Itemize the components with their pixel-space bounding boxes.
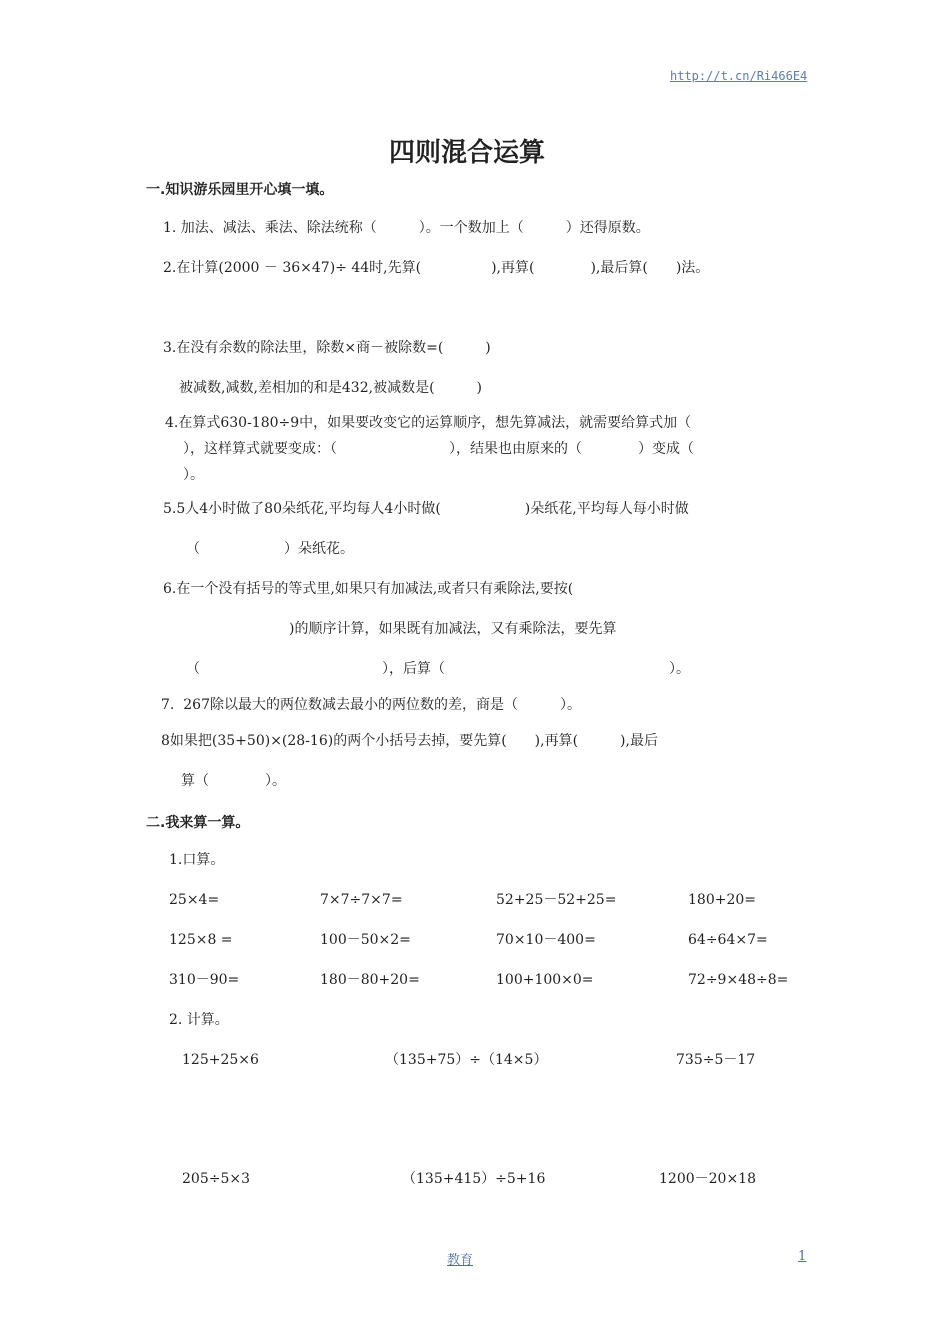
page-number: 1 <box>798 1249 807 1264</box>
section-2-heading: 二.我来算一算。 <box>146 815 250 831</box>
oral-item: 72÷9×48÷8= <box>688 972 789 988</box>
oral-item: 64÷64×7= <box>688 932 768 948</box>
oral-item: 52+25－52+25= <box>496 892 617 908</box>
oral-item: 180+20= <box>688 892 756 908</box>
question-line: 1. 加法、减法、乘法、除法统称（ ）。一个数加上（ ）还得原数。 <box>163 220 650 236</box>
calc-item: 735÷5－17 <box>676 1052 756 1068</box>
question-line: 7. 267除以最大的两位数减去最小的两位数的差，商是（ ）。 <box>161 697 581 713</box>
question-line: 3.在没有余数的除法里，除数×商－被除数=( ) <box>163 340 491 356</box>
oral-item: 70×10－400= <box>496 932 596 948</box>
oral-item: 125×8 = <box>169 932 233 948</box>
oral-item: 310－90= <box>169 972 240 988</box>
question-line: ），这样算式就要变成：（ ），结果也由原来的（ ）变成（ <box>183 441 694 457</box>
question-line: ）。 <box>183 467 204 483</box>
question-line: 8如果把(35+50)×(28-16)的两个小括号去掉，要先算( ),再算( ),最后 <box>161 733 658 749</box>
header-url[interactable]: http://t.cn/Ri466E4 <box>670 69 808 83</box>
question-line: （ ）朵纸花。 <box>186 541 354 557</box>
subsection-calc: 2. 计算。 <box>169 1012 229 1028</box>
oral-item: 25×4= <box>169 892 220 908</box>
calc-item: 1200－20×18 <box>659 1171 756 1187</box>
calc-item: 205÷5×3 <box>182 1171 250 1187</box>
question-line: 2.在计算(2000 － 36×47)÷ 44时,先算( ),再算( ),最后算( )法。 <box>163 260 710 276</box>
oral-item: 100+100×0= <box>496 972 594 988</box>
calc-item: 125+25×6 <box>182 1052 259 1068</box>
calc-item: （135+415）÷5+16 <box>402 1171 546 1187</box>
calc-item: （135+75）÷（14×5） <box>385 1052 548 1068</box>
oral-item: 7×7÷7×7= <box>320 892 403 908</box>
question-line: 6.在一个没有括号的等式里,如果只有加减法,或者只有乘除法,要按( <box>163 581 574 597</box>
footer-label[interactable]: 教育 <box>447 1253 474 1268</box>
question-line: 算（ ）。 <box>181 773 286 789</box>
question-line: 被减数,减数,差相加的和是432,被减数是( ) <box>179 380 482 396</box>
page-title: 四则混合运算 <box>389 138 546 168</box>
section-1-heading: 一.知识游乐园里开心填一填。 <box>146 182 334 198</box>
subsection-oral: 1.口算。 <box>169 852 225 868</box>
oral-item: 180－80+20= <box>320 972 420 988</box>
question-line: （ ），后算（ ）。 <box>186 661 690 677</box>
question-line: 4.在算式630-180÷9中，如果要改变它的运算顺序，想先算减法，就需要给算式加（ <box>165 415 692 431</box>
oral-item: 100－50×2= <box>320 932 411 948</box>
question-line: )的顺序计算，如果既有加减法，又有乘除法，要先算 <box>289 621 617 637</box>
question-line: 5.5人4小时做了80朵纸花,平均每人4小时做( )朵纸花,平均每人每小时做 <box>163 501 689 517</box>
